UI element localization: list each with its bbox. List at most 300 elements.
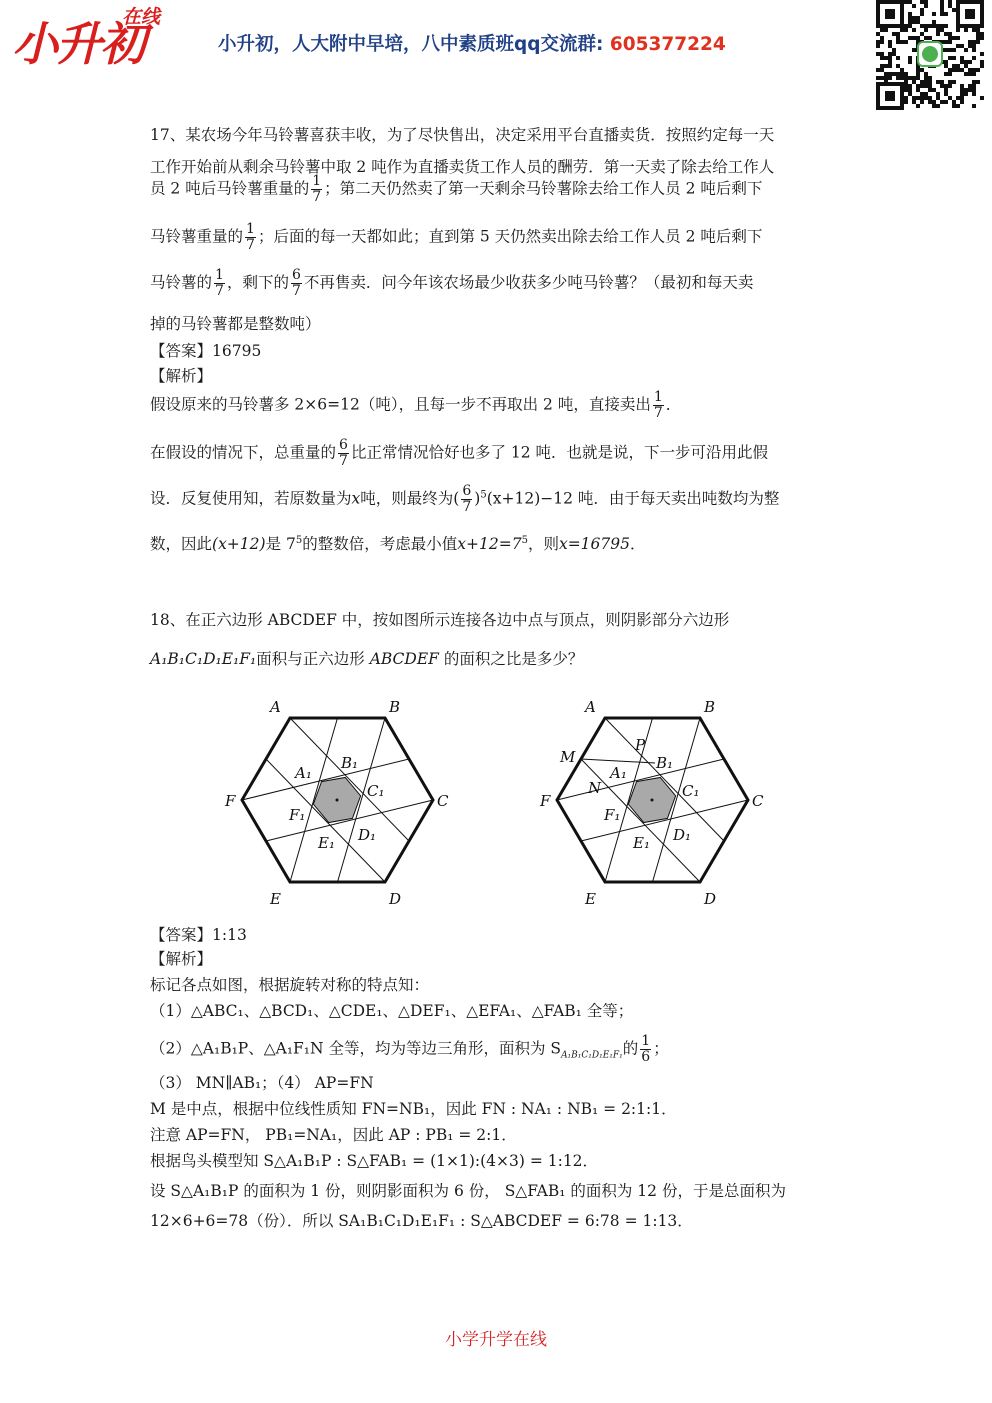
qr-module [912,20,916,24]
qr-module [972,44,976,48]
qr-module [936,92,940,96]
header-group-label: 小升初，人大附中早培，八中素质班qq交流群 [218,34,596,55]
text: 是 7 [265,535,296,554]
qr-module [880,28,884,32]
fraction-1-7 [214,268,225,299]
qr-module [940,8,944,12]
point-label: N [588,779,602,797]
qr-module [920,100,924,104]
qr-module [972,40,976,44]
qr-module [944,100,948,104]
text: 在假设的情况下，总重量的 [150,443,337,462]
qr-module [916,68,920,72]
qr-module [920,0,924,4]
qr-module [964,88,968,92]
qr-module [940,100,944,104]
numerator: 1 [653,389,663,405]
qr-module [924,80,928,84]
text: 不再售卖．问今年该农场最少收获多少吨马铃薯？（最初和每天卖 [303,273,754,292]
qr-module [956,68,960,72]
qr-module [948,68,952,72]
qr-module [912,48,916,52]
qr-module [976,40,980,44]
qr-module [920,12,924,16]
vertex-label: B₁ [341,754,359,772]
qr-module [916,36,920,40]
point-label: M [560,748,576,766]
hexagon-figure-1 [215,690,465,910]
fraction-1-7 [653,390,664,421]
qr-module [928,36,932,40]
qr-module [944,64,948,68]
qr-module [924,72,928,76]
denominator: 7 [653,405,663,421]
qr-module [876,40,880,44]
vertex-label: C [437,792,449,810]
q18-answer: 【答案】1:13 [150,926,247,944]
qr-module [924,84,928,88]
qr-module [920,24,924,28]
exponent: 5 [521,535,528,546]
expr: A₁B₁C₁D₁E₁F₁ [150,650,257,668]
qr-module [912,4,916,8]
qr-module [920,68,924,72]
qr-module [968,40,972,44]
qr-module [916,84,920,88]
qr-module [916,72,920,76]
qr-module [980,36,984,40]
text: 面积与正六边形 [256,650,365,668]
qr-module [896,76,900,80]
qr-module [912,76,916,80]
qr-module [936,28,940,32]
qr-module [916,76,920,80]
mn-line [581,759,655,763]
q18-analysis-7: 设 S△A₁B₁P 的面积为 1 份，则阴影面积为 6 份， S△FAB₁ 的面积为 12 份，于是总面积为 [150,1182,786,1200]
qr-module [908,16,912,20]
qr-module [964,64,968,68]
text: ； [653,1039,669,1058]
qr-module [916,88,920,92]
qr-module [948,36,952,40]
qr-module [900,68,904,72]
qr-module [884,76,888,80]
qr-module [904,88,908,92]
qr-module [932,20,936,24]
qr-module [976,80,980,84]
qr-module [924,0,928,4]
qr-module [940,0,944,4]
qr-module [972,48,976,52]
qr-module [972,88,976,92]
qr-module [944,92,948,96]
qr-module [952,68,956,72]
qr-module [900,40,904,44]
numerator: 1 [312,173,322,189]
qr-module [944,40,948,44]
vertex-label: E₁ [318,834,335,852]
qr-module [912,96,916,100]
qr-module [928,24,932,28]
qr-module [944,84,948,88]
qr-module [964,72,968,76]
qr-module [948,4,952,8]
vertex-label: F₁ [604,806,621,824]
qr-module [976,36,980,40]
qr-module [948,0,952,4]
qr-module [928,88,932,92]
expr: (x+12) [212,535,266,554]
qr-module [960,60,964,64]
hexagon-figure-2 [530,690,780,910]
qr-module [976,32,980,36]
qr-module [944,60,948,64]
qr-module [876,68,880,72]
qr-module [948,80,952,84]
fraction-6-7 [338,438,349,469]
qr-module [972,72,976,76]
qr-module [960,96,964,100]
qr-module [880,40,884,44]
denominator: 7 [246,237,255,253]
qr-module [960,56,964,60]
denominator: 7 [312,189,322,205]
vertex-label: D₁ [673,826,692,844]
qr-module [956,28,960,32]
qr-module [968,72,972,76]
qr-module [944,32,948,36]
subscript: A₁B₁C₁D₁E₁F₁ [561,1050,623,1061]
q18-analysis-4: M 是中点，根据中位线性质知 FN=NB₁，因此 FN : NA₁ : NB₁ = 2:1:1． [150,1100,677,1118]
text: (x+12)−12 吨．由于每天卖出吨数均为整 [486,489,780,508]
qr-module [876,76,880,80]
qr-module [980,96,984,100]
q18-line-2 [150,648,850,670]
qr-module [924,4,928,8]
qr-module [904,80,908,84]
qr-module [960,88,964,92]
q17-solution-4 [150,530,850,555]
qr-module [952,64,956,68]
expr: x=16795 [558,535,630,554]
qr-module [960,68,964,72]
center-dot [651,799,654,802]
qr-module [960,92,964,96]
qr-module [904,96,908,100]
qr-module [892,52,896,56]
qr-module [944,88,948,92]
qr-module [924,76,928,80]
qr-module [880,64,884,68]
text: ． [665,395,682,414]
qr-module [920,32,924,36]
qr-module [932,24,936,28]
site-logo [10,2,170,71]
fraction-6-7 [291,268,302,299]
qr-module [944,24,948,28]
qr-module [888,44,892,48]
numerator: 6 [291,267,301,283]
qr-module [924,36,928,40]
qr-module [928,80,932,84]
qr-module [952,80,956,84]
qr-module [932,100,936,104]
qr-module [896,72,900,76]
qr-module [944,48,948,52]
qr-module [948,32,952,36]
qr-module [892,48,896,52]
qr-module [968,60,972,64]
qr-module [972,92,976,96]
qr-module [884,64,888,68]
qr-module [924,24,928,28]
text: 设．反复使用知，若原数量为 [150,489,352,508]
qr-module [936,80,940,84]
qr-module [908,84,912,88]
qr-module [880,56,884,60]
q18-analysis-0: 标记各点如图，根据旋转对称的特点知： [150,976,430,994]
vertex-label: E₁ [633,834,650,852]
qr-module [972,80,976,84]
qr-module [956,36,960,40]
qr-module [964,92,968,96]
qr-module [964,48,968,52]
qr-module [948,56,952,60]
qr-module [948,40,952,44]
qr-module [908,88,912,92]
qr-module [904,84,908,88]
qr-module [908,76,912,80]
fraction-1-6 [640,1034,651,1065]
logo-text: 小升初 [12,17,144,71]
qr-module [884,72,888,76]
q17-analysis-heading: 【解析】 [150,367,213,385]
qr-module [888,56,892,60]
qr-module [904,76,908,80]
qr-module [928,96,932,100]
qr-module [908,60,912,64]
fraction-1-7 [311,174,322,205]
qr-module [964,28,968,32]
qr-module [928,76,932,80]
qr-module [904,24,908,28]
vertex-label: D [389,890,402,908]
qr-module [976,68,980,72]
text: 马铃薯重量的 [150,227,244,246]
vertex-label: B [389,698,401,716]
qr-module [952,36,956,40]
denominator: 7 [462,499,472,515]
point-label: P [635,736,646,754]
q18-line-1: 18、在正六边形 ABCDEF 中，按如图所示连接各边中点与顶点，则阴影部分六边形 [150,611,730,629]
vertex-label: A₁ [295,764,312,782]
qr-module [900,72,904,76]
q18-analysis-8: 12×6+6=78（份）．所以 SA₁B₁C₁D₁E₁F₁ : S△ABCDEF = 6:78 = 1:13． [150,1212,693,1230]
qr-module [892,72,896,76]
header-qq-number: 605377224 [609,34,726,55]
text: 的 [622,1039,639,1058]
qr-module [940,84,944,88]
vertex-label: B₁ [656,754,674,772]
qr-finder-core [885,9,895,19]
numerator: 1 [641,1033,651,1049]
header-colon: : [596,34,604,55]
denominator: 6 [641,1049,651,1065]
qr-module [892,32,896,36]
qr-module [948,84,952,88]
qr-module [888,52,892,56]
qr-module [924,96,928,100]
qr-module [952,8,956,12]
qr-module [908,92,912,96]
qr-module [968,88,972,92]
text: 假设原来的马铃薯多 2×6=12（吨），且每一步不再取出 2 吨，直接卖出 [150,395,651,414]
qr-module [952,100,956,104]
qr-module [940,24,944,28]
qr-module [956,64,960,68]
qr-module [956,96,960,100]
vertex-label: E [270,890,281,908]
qr-module [980,60,984,64]
qr-module [980,52,984,56]
qr-module [960,84,964,88]
numerator: 6 [462,483,472,499]
qr-module [900,76,904,80]
q17-solution-3: 设．反复使用知，若原数量为x吨，则最终为( $\frac{6}{7}$ )$^5$(x+12)−12 吨．由于每天卖出吨数均为整 [150,483,780,515]
qr-module [944,12,948,16]
footer-text: 小学升学在线 [445,1330,547,1350]
qr-module [912,100,916,104]
qr-module [944,72,948,76]
denominator: 7 [215,283,224,299]
qr-module [908,12,912,16]
qr-module [956,104,960,108]
qr-module [884,56,888,60]
qr-module [928,100,932,104]
qr-module [916,16,920,20]
qr-module [912,80,916,84]
qr-module [904,28,908,32]
qr-module [912,28,916,32]
vertex-label: C₁ [682,782,700,800]
vertex-label: D [704,890,717,908]
qr-module [908,56,912,60]
qr-module [920,84,924,88]
qr-module [916,104,920,108]
var-x: x [351,489,361,508]
q18-analysis-heading: 【解析】 [150,950,213,968]
qr-module [932,88,936,92]
qr-module [908,20,912,24]
numerator: 1 [246,221,255,237]
qr-module [904,40,908,44]
qr-module [924,92,928,96]
qr-module [952,104,956,108]
text: ． [630,535,646,554]
qr-module [876,44,880,48]
qr-module [972,68,976,72]
vertex-label: A₁ [610,764,627,782]
q18-analysis-1: （1）△ABC₁、△BCD₁、△CDE₁、△DEF₁、△EFA₁、△FAB₁ 全等； [150,1002,634,1020]
text: 吨，则最终为 [360,489,454,508]
logo-badge: 在线 [122,6,161,28]
q17-answer: 【答案】16795 [150,342,262,360]
text: （2）△A₁B₁P、△A₁F₁N 全等，均为等边三角形，面积为 S [150,1039,562,1058]
qr-module [908,24,912,28]
vertex-label: A [585,698,596,716]
vertex-label: E [585,890,596,908]
qr-finder-core [885,91,895,101]
qr-module [928,84,932,88]
qr-module [968,44,972,48]
qr-module [960,44,964,48]
qr-module [924,28,928,32]
q17-solution-1 [150,390,850,421]
qr-module [912,16,916,20]
qr-module [936,24,940,28]
qr-module [920,96,924,100]
header-group-text [218,30,726,56]
vertex-midpoint-line [581,759,700,882]
qr-module [880,68,884,72]
qr-module [980,64,984,68]
qr-module [940,80,944,84]
qr-module [880,52,884,56]
qr-module [916,20,920,24]
qr-module [940,28,944,32]
qr-module [884,28,888,32]
text: 员 2 吨后马铃薯重量的 [150,179,310,198]
qr-module [948,72,952,76]
qr-module [888,60,892,64]
qr-module [880,36,884,40]
fraction-1-7 [245,222,256,253]
qr-module [952,48,956,52]
vertex-label: C₁ [367,782,385,800]
qr-module [896,40,900,44]
text: 比正常情况恰好也多了 12 吨．也就是说，下一步可沿用此假 [350,443,769,462]
qr-module [876,52,880,56]
q17-line-2: 工作开始前从剩余马铃薯中取 2 吨作为直播卖货工作人员的酬劳．第一天卖了除去给工作人 [150,158,775,176]
numerator: 6 [339,437,348,453]
qr-module [908,36,912,40]
q18-analysis-3: （3） MN∥AB₁；（4） AP=FN [150,1074,374,1092]
qr-module [904,100,908,104]
qr-module [960,100,964,104]
q18-analysis-6: 根据鸟头模型知 S△A₁B₁P : S△FAB₁ = (1×1):(4×3) = 1:12． [150,1152,599,1170]
denominator: 7 [291,283,301,299]
q17-line-1: 17、某农场今年马铃薯喜获丰收，为了尽快售出，决定采用平台直播卖货．按照约定每一天 [150,126,775,144]
qr-module [932,104,936,108]
qr-module [920,8,924,12]
qr-module [972,104,976,108]
qr-module [896,64,900,68]
qr-module [888,40,892,44]
qr-module [968,68,972,72]
qr-module [888,64,892,68]
vertex-label: F₁ [289,806,306,824]
qr-module [956,44,960,48]
q18-analysis-2 [150,1034,850,1067]
vertex-label: F [225,792,236,810]
qr-module [936,96,940,100]
qr-module [896,56,900,60]
qr-module [932,12,936,16]
qr-finder-core [965,9,975,19]
qr-module [968,84,972,88]
text: 数，因此 [150,535,213,554]
q17-solution-2 [150,438,850,469]
